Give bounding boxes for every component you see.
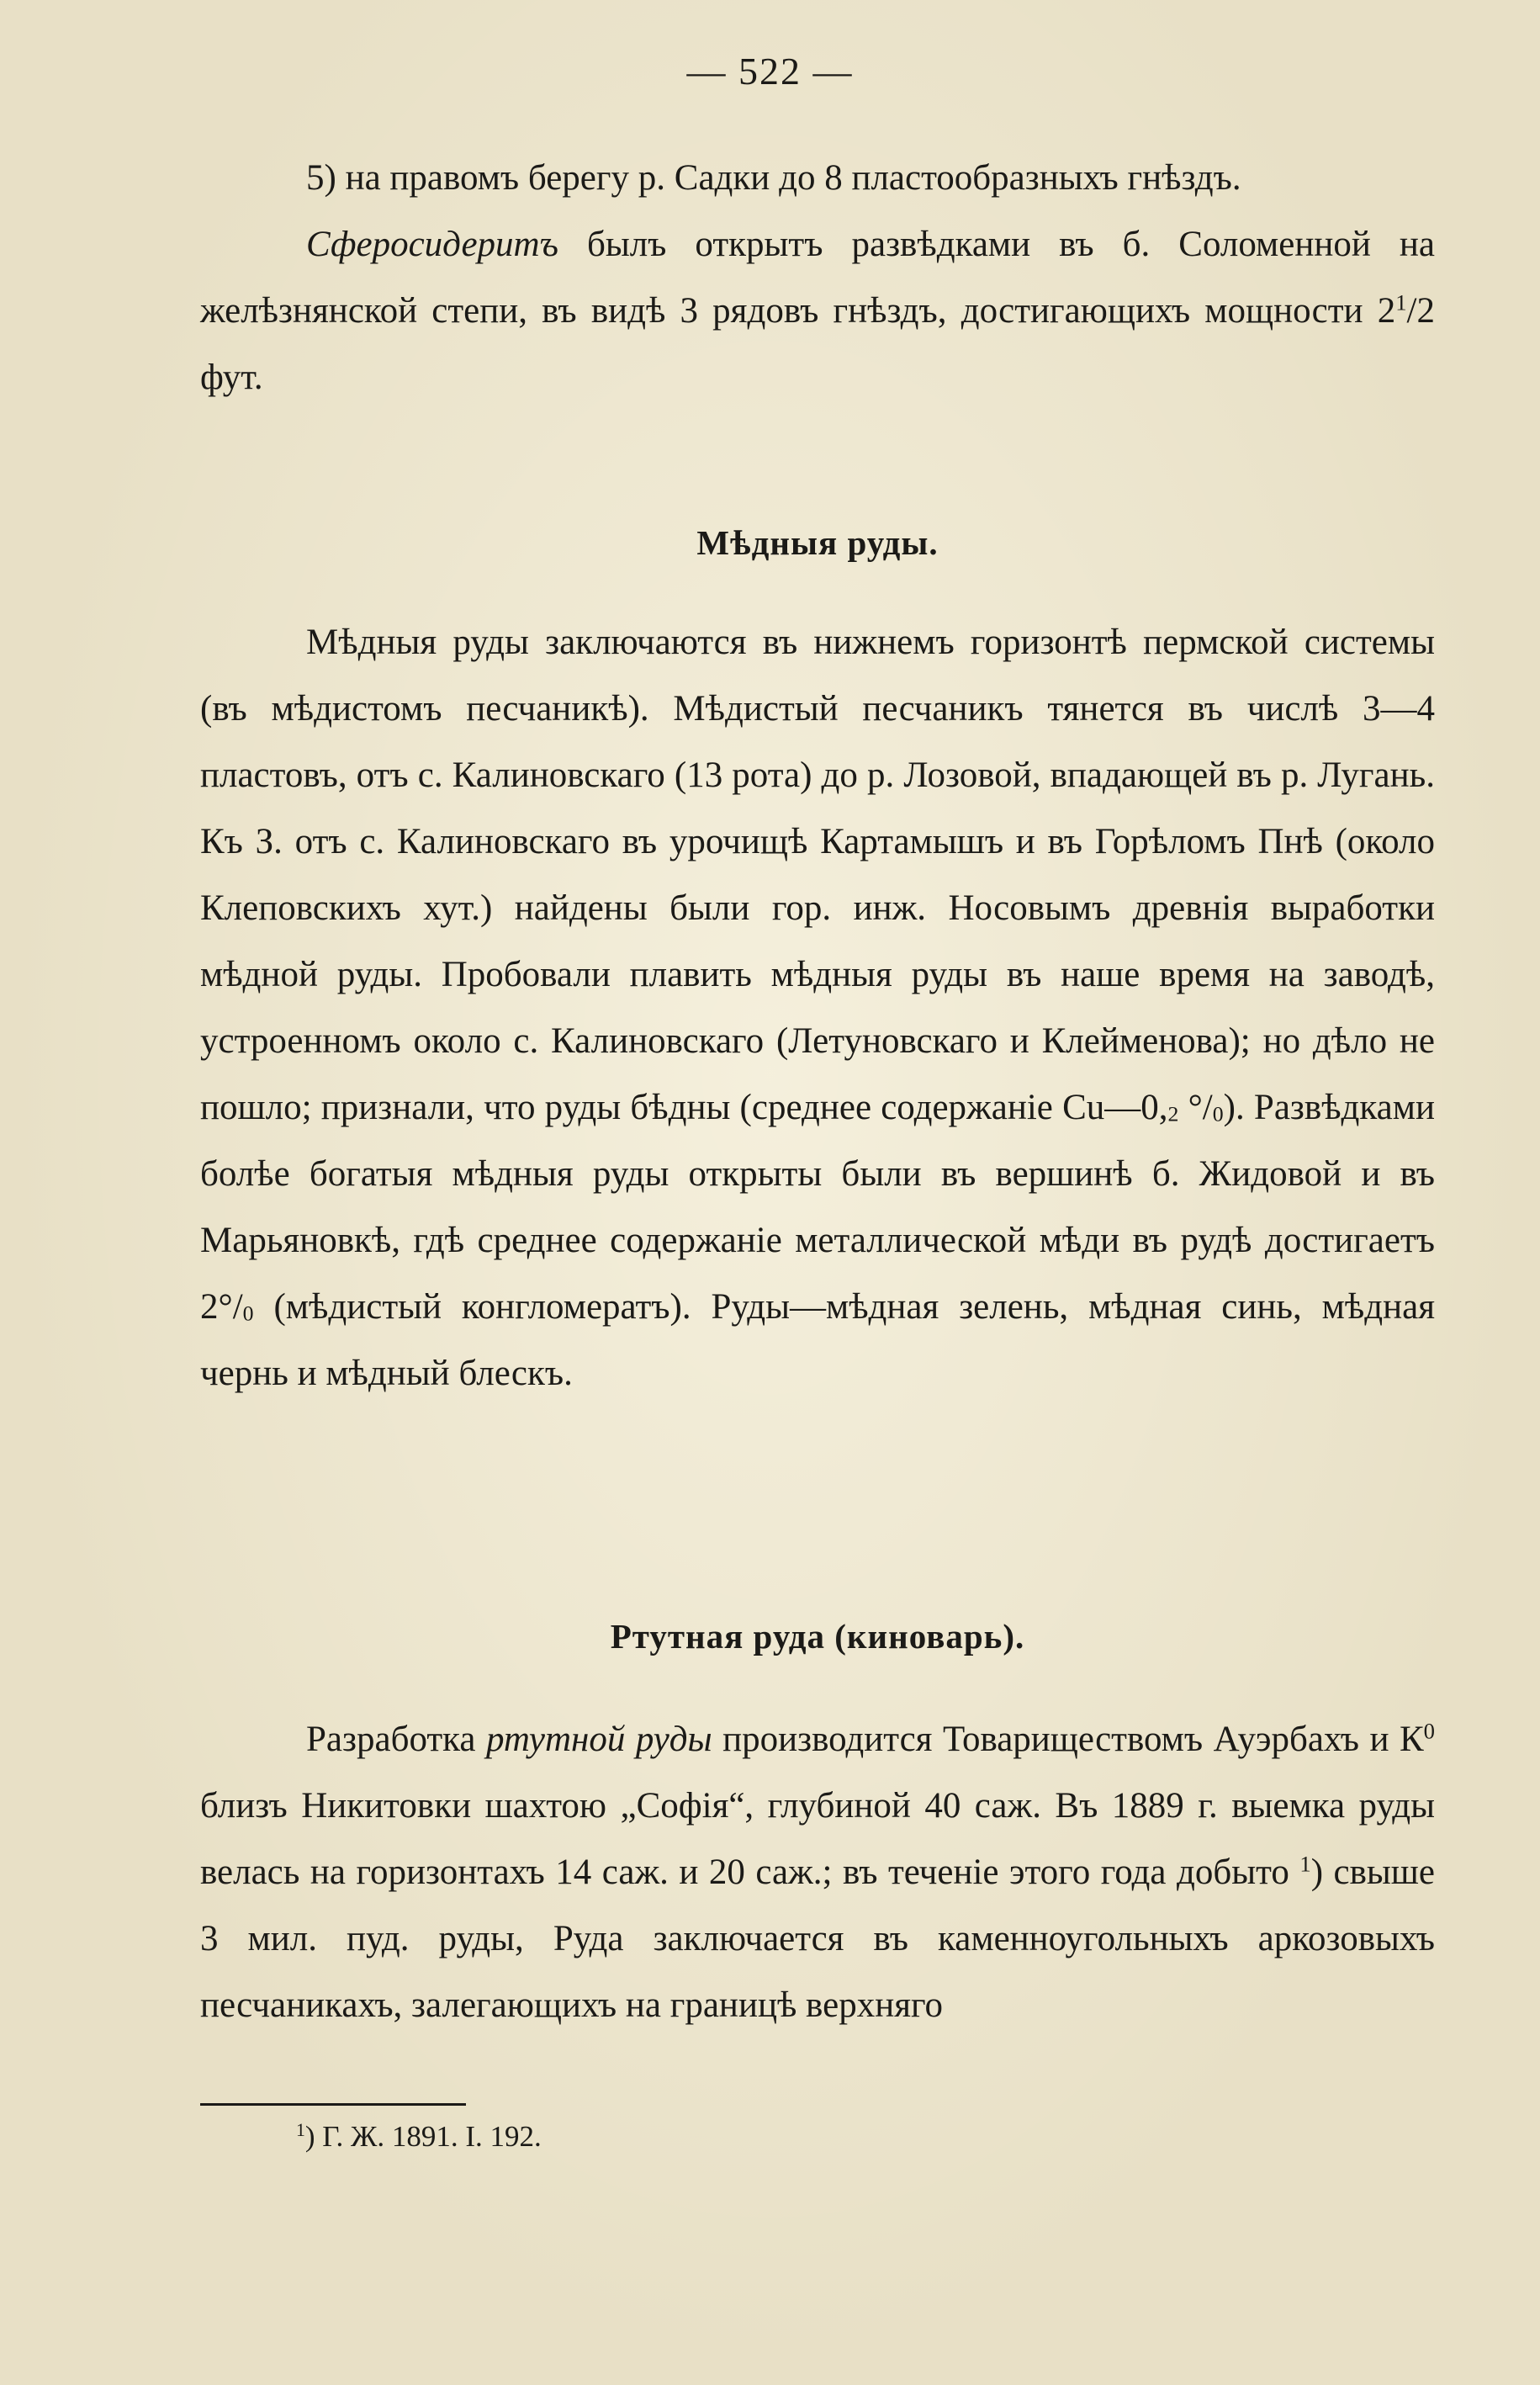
text-block-top xyxy=(200,145,1435,411)
footnote-divider xyxy=(200,2103,466,2106)
footnote-reference: 1 xyxy=(1299,1851,1311,1877)
footnote-mark: 1 xyxy=(296,2120,305,2141)
text-block-copper xyxy=(200,609,1435,1407)
footnote-text: ) Г. Ж. 1891. I. 192. xyxy=(304,2120,542,2153)
italic-term: Сферосидеритъ xyxy=(306,225,558,264)
italic-term: ртутной руды xyxy=(485,1720,712,1759)
paragraph-copper: Мѣдныя руды заключаются въ нижнемъ горизонтѣ пермской системы (въ мѣдистомъ песчаникѣ). Мѣдистый песчаникъ тянется въ числѣ 3—4 пластовъ, отъ с. Калиновскаго (13 рота) до р. Лозовой, впадающей въ р. Лугань. Къ З. отъ с. Калиновскаго въ урочищѣ Картамышъ и въ Горѣломъ Пнѣ (около Клеповскихъ хут.) найдены были гор. инж. Носовымъ древнія выработки мѣдной руды. Пробовали плавить мѣдныя руды въ наше время на заводѣ, устроенномъ около с. Калиновскаго (Летуновскаго и Клейменова); но дѣло не пошло; признали, что руды бѣдны (среднее содержаніе Cu—0,2 °/0). Развѣдками болѣе богатыя мѣдныя руды открыты были въ вершинѣ б. Жидовой и въ Марьяновкѣ, гдѣ среднее содержаніе металлической мѣди въ рудѣ достигаетъ 2°/0 (мѣдистый конгломератъ). Руды—мѣдная зелень, мѣдная синь, мѣдная чернь и мѣдный блескъ. xyxy=(200,623,1435,1393)
section-heading-copper: Мѣдныя руды. xyxy=(696,523,939,562)
paragraph-mercury: Разработка ртутной руды производится Товариществомъ Ауэрбахъ и $К^0$ близъ Никитовки шахтою „Софія“, глубиной 40 саж. Въ 1889 г. выемка руды велась на горизонтахъ 14 саж. и 20 саж.; въ теченіе этого года добыто $^1$) свыше 3 мил. пуд. руды, Руда заключается въ каменноугольныхъ аркозовыхъ песчаникахъ, залегающихъ на границѣ верхняго xyxy=(200,1718,1435,2025)
page-number: — 522 — xyxy=(686,50,854,93)
text-block-mercury xyxy=(200,1706,1435,2038)
list-item-5: 5) на правомъ берегу р. Садки до 8 пластообразныхъ гнѣздъ. xyxy=(306,158,1241,198)
section-heading-mercury: Ртутная руда (киноварь). xyxy=(610,1617,1025,1656)
footnote xyxy=(296,2112,1389,2162)
paragraph-siderite: Сферосидеритъ былъ открытъ развѣдками въ б. Соломенной на желѣзнянской степи, въ видѣ 3 рядовъ гнѣздъ, достигающихъ мощности $2^1/2$ фут. xyxy=(200,225,1435,397)
